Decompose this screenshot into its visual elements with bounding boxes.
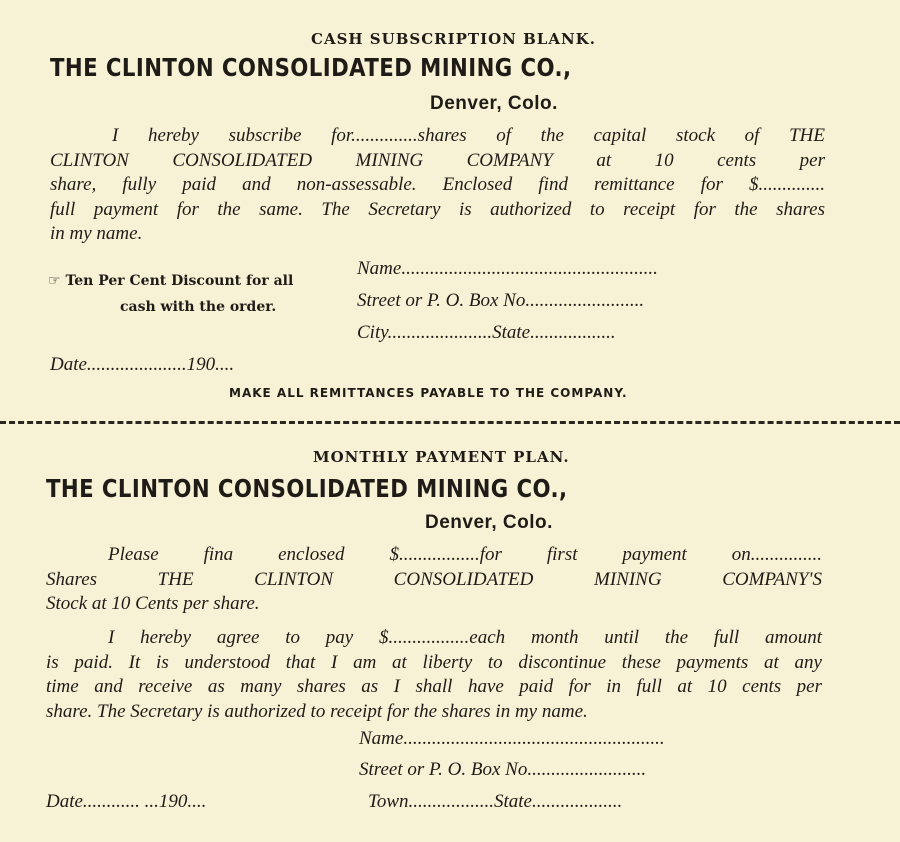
monthly-street-field[interactable]: Street or P. O. Box No......................... bbox=[359, 759, 647, 780]
monthly-name-field[interactable]: Name....................................................... bbox=[359, 728, 665, 749]
cash-paragraph-line: I hereby subscribe for..............shares of the capital stock of THE bbox=[112, 125, 825, 146]
perforation-divider bbox=[0, 421, 900, 424]
pointing-hand-icon: ☞ bbox=[48, 273, 61, 289]
monthly-paragraph-line: Please fina enclosed $.................for first payment on............... bbox=[108, 544, 822, 565]
monthly-paragraph-line: is paid. It is understood that I am at liberty to discontinue these payments at any bbox=[46, 651, 822, 673]
cash-paragraph-line: full payment for the same. The Secretary is authorized to receipt for the shares bbox=[50, 198, 825, 220]
monthly-paragraph-line: share. The Secretary is authorized to receipt for the shares in my name. bbox=[46, 700, 588, 722]
discount-line-1: Ten Per Cent Discount for all bbox=[65, 273, 294, 289]
monthly-section-heading: MONTHLY PAYMENT PLAN. bbox=[313, 448, 570, 466]
monthly-company-city: Denver, Colo. bbox=[425, 512, 553, 533]
cash-name-field[interactable]: Name...................................................... bbox=[357, 258, 658, 279]
monthly-town-state-field[interactable]: Town..................State................... bbox=[368, 791, 623, 812]
cash-paragraph-line: in my name. bbox=[50, 223, 143, 244]
discount-line-2: cash with the order. bbox=[120, 299, 277, 315]
monthly-paragraph-line: time and receive as many shares as I shall have paid for in full at 10 cents per bbox=[46, 676, 822, 697]
monthly-company-name: THE CLINTON CONSOLIDATED MINING CO., bbox=[46, 474, 568, 503]
monthly-paragraph-line: Shares THE CLINTON CONSOLIDATED MINING COMPANY'S bbox=[46, 568, 822, 590]
monthly-payment-paragraph-2 bbox=[46, 626, 822, 724]
cash-subscription-paragraph bbox=[50, 124, 825, 247]
monthly-paragraph-line: I hereby agree to pay $.................each month until the full amount bbox=[108, 627, 822, 648]
discount-note bbox=[48, 268, 293, 320]
monthly-paragraph-line: Stock at 10 Cents per share. bbox=[46, 593, 260, 614]
cash-company-city: Denver, Colo. bbox=[430, 93, 558, 114]
cash-city-state-field[interactable]: City......................State.................. bbox=[357, 322, 616, 343]
cash-date-field[interactable]: Date.....................190.... bbox=[50, 354, 235, 375]
monthly-date-field[interactable]: Date............ ...190.... bbox=[46, 791, 207, 812]
remittance-footer: MAKE ALL REMITTANCES PAYABLE TO THE COMPANY. bbox=[229, 386, 628, 400]
cash-section-heading: CASH SUBSCRIPTION BLANK. bbox=[311, 30, 596, 48]
monthly-payment-paragraph-1 bbox=[46, 543, 822, 617]
cash-company-name: THE CLINTON CONSOLIDATED MINING CO., bbox=[50, 53, 572, 82]
cash-street-field[interactable]: Street or P. O. Box No......................... bbox=[357, 290, 645, 311]
cash-paragraph-line: share, fully paid and non-assessable. Enclosed find remittance for $.............. bbox=[50, 174, 825, 195]
cash-paragraph-line: CLINTON CONSOLIDATED MINING COMPANY at 10 cents per bbox=[50, 149, 825, 171]
